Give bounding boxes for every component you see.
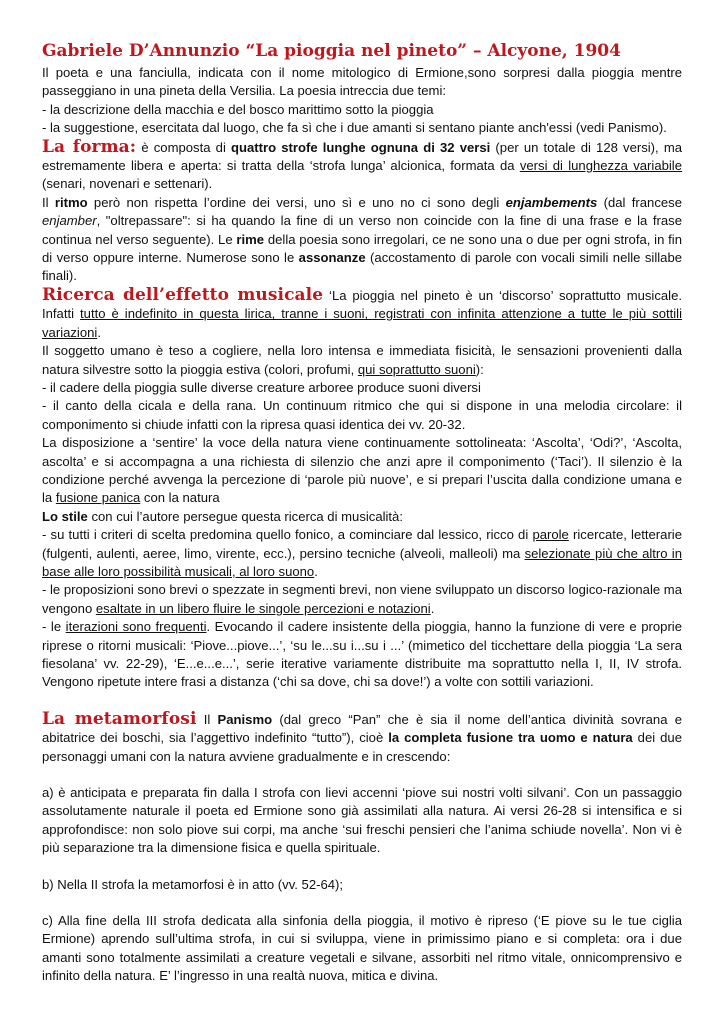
spacer [42,766,682,784]
ricerca-heading: Ricerca dell’effetto musicale [42,284,324,305]
intro-theme-2: - la suggestione, esercitata dal luogo, che fa sì che i due amanti si sentano piante anch'essi (vedi Panismo). [42,120,667,136]
stile-item-2: - le proposizioni sono brevi o spezzate in segmenti brevi, non viene sviluppato un discorso logico-razionale ma vengono esaltate in un libero fluire le singole percezioni e notazioni. [42,582,682,616]
stile-item-3: - le iterazioni sono frequenti. Evocando il cadere insistente della pioggia, hanno la funzione di vere e proprie riprese o ritorni musicali: ‘Piove...piove...’, ‘su le...su i...su i ...’ (mimetico del ticchettare della pioggia ‘La sera fiesolana’ vv. 22-29), ‘E...e...e...’, serie iterative variamente distribuite ma soprattutto nella I, II, IV strofa. Vengono ripetute intere frasi a distanza (‘chi sa dove, chi sa dove!’) a volte con sottili variazioni. [42,619,682,690]
document-title: Gabriele D’Annunzio “La pioggia nel pineto” – Alcyone, 1904 [42,41,621,61]
metamorfosi-heading: La metamorfosi [42,708,197,729]
ascolto-paragraph: La disposizione a ‘sentire’ la voce della natura viene continuamente sottolineata: ‘Ascolta’, ‘Odi?’, ‘Ascolta, ascolta’ e si accompagna a una richiesta di silenzio che anzi apre il componimento (‘Taci’). Il silenzio è la condizione perché avvenga la percezione di ‘parole più nuove’, e si prepari l’uscita dalla condizione umana e la fusione panica con la natura [42,435,682,506]
ricerca-paragraph: Ricerca dell’effetto musicale ‘La pioggia nel pineto è un ‘discorso’ soprattutto musicale. Infatti tutto è indefinito in questa lirica, tranne i suoni, registrati con infinita attenzione a tutte le più sottili variazioni. [42,284,683,340]
metamorfosi-point-b: b) Nella II strofa la metamorfosi è in atto (vv. 52-64); [42,876,344,892]
forma-heading: La forma: [42,136,137,157]
forma-paragraph: La forma: è composta di quattro strofe lunghe ognuna di 32 versi (per un totale di 128 versi), ma estremamente libera e aperta: si tratta della ‘strofa lunga’ alcionica, formata da versi di lunghezza variabile (senari, novenari e settenari). [42,136,683,192]
intro-theme-1: - la descrizione della macchia e del bosco marittimo sotto la pioggia [42,101,434,117]
spacer [42,858,682,876]
stile-item-1: - su tutti i criteri di scelta predomina quello fonico, a cominciare dal lessico, ricco di parole ricercate, letterarie (fulgenti, aulenti, aeree, limo, virente, ecc.), persino tecniche (alveoli, malleoli) ma selezionate più che altro in base alle loro possibilità musicali, al loro suono. [42,527,683,579]
metamorfosi-paragraph: La metamorfosi Il Panismo (dal greco “Pan” che è sia il nome dell’antica divinità sovrana e abitatrice dei boschi, sia l’aggettivo indefinito “tutto”), cioè la completa fusione tra uomo e natura dei due personaggi umani con la natura avviene gradualmente e in crescendo: [42,708,683,764]
suoni-item-2: - il canto della cicala e della rana. Un continuum ritmico che qui si dispone in una melodia circolare: il componimento si chiude infatti con la ripresa quasi identica dei vv. 20-32. [42,398,682,432]
metamorfosi-point-a: a) è anticipata e preparata fin dalla I strofa con lievi accenni ‘piove sui nostri volti silvani’. Con un passaggio assolutamente naturale il poeta ed Ermione sono già assimilati alla natura. Ai versi 26-28 si intensifica e si approfondisce: non solo piove sui corpi, ma anche ‘sui freschi pensieri che l’anima schiude novella’. Non vi è più separazione tra la dimensione fisica e quella spirituale. [42,785,682,856]
spacer [42,894,682,912]
ritmo-paragraph: Il ritmo però non rispetta l’ordine dei versi, uno sì e uno no ci sono degli enjambements (dal francese enjamber, "oltrepassare": si ha quando la fine di un verso non coincide con la fine di una frase e la frase continua nel verso seguente). Le rime della poesia sono irregolari, ce ne sono una o due per ogni strofa, in fin di verso oppure interne. Numerose sono le assonanze (accostamento di parole con vocali simili nelle sillabe finali). [42,194,683,284]
suoni-item-1: - il cadere della pioggia sulle diverse creature arboree produce suoni diversi [42,379,481,395]
document-page [42,40,682,986]
spacer [42,692,682,710]
soggetto-paragraph: Il soggetto umano è teso a cogliere, nella loro intensa e immediata fisicità, le sensazioni provenienti dalla natura silvestre sotto la pioggia estiva (colori, profumi, qui soprattutto suoni): [42,343,682,377]
metamorfosi-point-c: c) Alla fine della III strofa dedicata alla sinfonia della pioggia, il motivo è ripreso (‘E piove su le tue ciglia Ermione) aprendo sull’ultima strofa, in cui si sviluppa, viene in primissimo piano e si completa: ora i due amanti sono totalmente assimilati a creature vegetali e silvane, assorbiti nel ritmo vitale, onnicomprensivo e infinito della natura. E’ l’ingresso in una realtà nuova, mitica e divina. [42,913,682,984]
stile-paragraph: Lo stile con cui l’autore persegue questa ricerca di musicalità: [42,508,403,524]
intro-paragraph: Il poeta e una fanciulla, indicata con il nome mitologico di Ermione,sono sorpresi dalla pioggia mentre passeggiano in una pineta della Versilia. La poesia intreccia due temi: [42,65,682,99]
